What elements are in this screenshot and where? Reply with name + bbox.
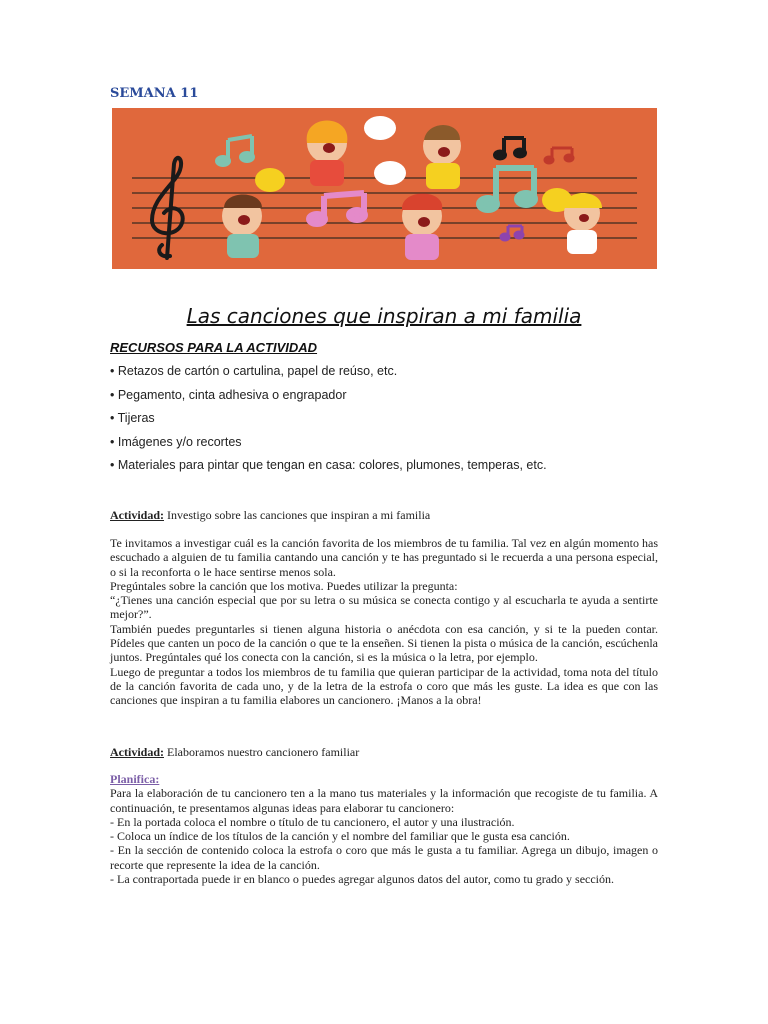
- child-figure: [307, 121, 348, 187]
- paragraph: - Coloca un índice de los títulos de la canción y el nombre del familiar que le gusta esa canción.: [110, 829, 570, 844]
- activity-title: Investigo sobre las canciones que inspiran a mi familia: [164, 508, 431, 522]
- paragraph: Luego de preguntar a todos los miembros de tu familia que quieran participar de la actividad, toma nota del título de la canción favorita de cada uno, y de la letra de la estrofa o coro que más les guste. La idea es que con las canciones que inspiran a tu familia elabores un cancionero. ¡Manos a la obra!: [110, 664, 658, 708]
- paragraph: Te invitamos a investigar cuál es la canción favorita de los miembros de tu familia. Tal vez en algún momento has escuchado a alguien de tu familia cantando una canción y te has preguntado si le recuerda a una persona especial, o si la reconforta o le hace sentirse menos sola.: [110, 536, 658, 579]
- activity-label: Actividad:: [110, 745, 164, 759]
- activity-label: Actividad:: [110, 508, 164, 522]
- week-label: SEMANA 11: [110, 86, 199, 101]
- list-item: • Materiales para pintar que tengan en casa: colores, plumones, temperas, etc.: [110, 458, 547, 472]
- plan-heading: Planifica:: [110, 772, 160, 786]
- list-item: • Tijeras: [110, 411, 155, 425]
- activity-2-body: [110, 772, 658, 886]
- singing-children-illustration: [112, 108, 657, 269]
- child-figure: [402, 194, 442, 261]
- paragraph: - En la sección de contenido coloca la estrofa o coro que más le gusta a tu familiar. Agrega un dibujo, imagen o recorte que represente la idea de la canción.: [110, 843, 658, 872]
- child-figure: [564, 193, 602, 254]
- list-item: • Pegamento, cinta adhesiva o engrapador: [110, 387, 347, 402]
- paragraph: También puedes preguntarles si tienen alguna historia o anécdota con esa canción, y si te la pueden contar. Pídeles que canten un poco de la canción o que te la enseñen. Si tienen la pista o música de la canción, escúchenla juntos. Pregúntales qué los conecta con la canción, si es la música o la letra, por ejemplo.: [110, 621, 658, 665]
- paragraph: - La contraportada puede ir en blanco o puedes agregar algunos datos del autor, como tu grado y sección.: [110, 872, 614, 887]
- resources-heading: RECURSOS PARA LA ACTIVIDAD: [110, 340, 318, 355]
- list-item: • Retazos de cartón o cartulina, papel de reúso, etc.: [110, 364, 398, 378]
- child-figure: [423, 125, 461, 189]
- activity-title: Elaboramos nuestro cancionero familiar: [164, 745, 360, 759]
- activity-1-body: [110, 536, 658, 708]
- paragraph: - En la portada coloca el nombre o título de tu cancionero, el autor y una ilustración.: [110, 814, 515, 829]
- paragraph: Pregúntales sobre la canción que los motiva. Puedes utilizar la pregunta:: [110, 578, 458, 593]
- child-figure: [222, 195, 262, 259]
- resources-list: [110, 364, 547, 482]
- page-title: Las canciones que inspiran a mi familia: [186, 304, 582, 328]
- paragraph: “¿Tienes una canción especial que por su letra o su música se conecta contigo y al escucharla te ayuda a sentirte mejor?”.: [110, 593, 658, 622]
- paragraph: Para la elaboración de tu cancionero ten a la mano tus materiales y la información que recogiste de tu familia. A continuación, te presentamos algunas ideas para elaborar tu cancionero:: [110, 786, 658, 815]
- activity-1-heading: [110, 508, 430, 522]
- list-item: • Imágenes y/o recortes: [110, 434, 242, 449]
- activity-2-heading: [110, 745, 359, 759]
